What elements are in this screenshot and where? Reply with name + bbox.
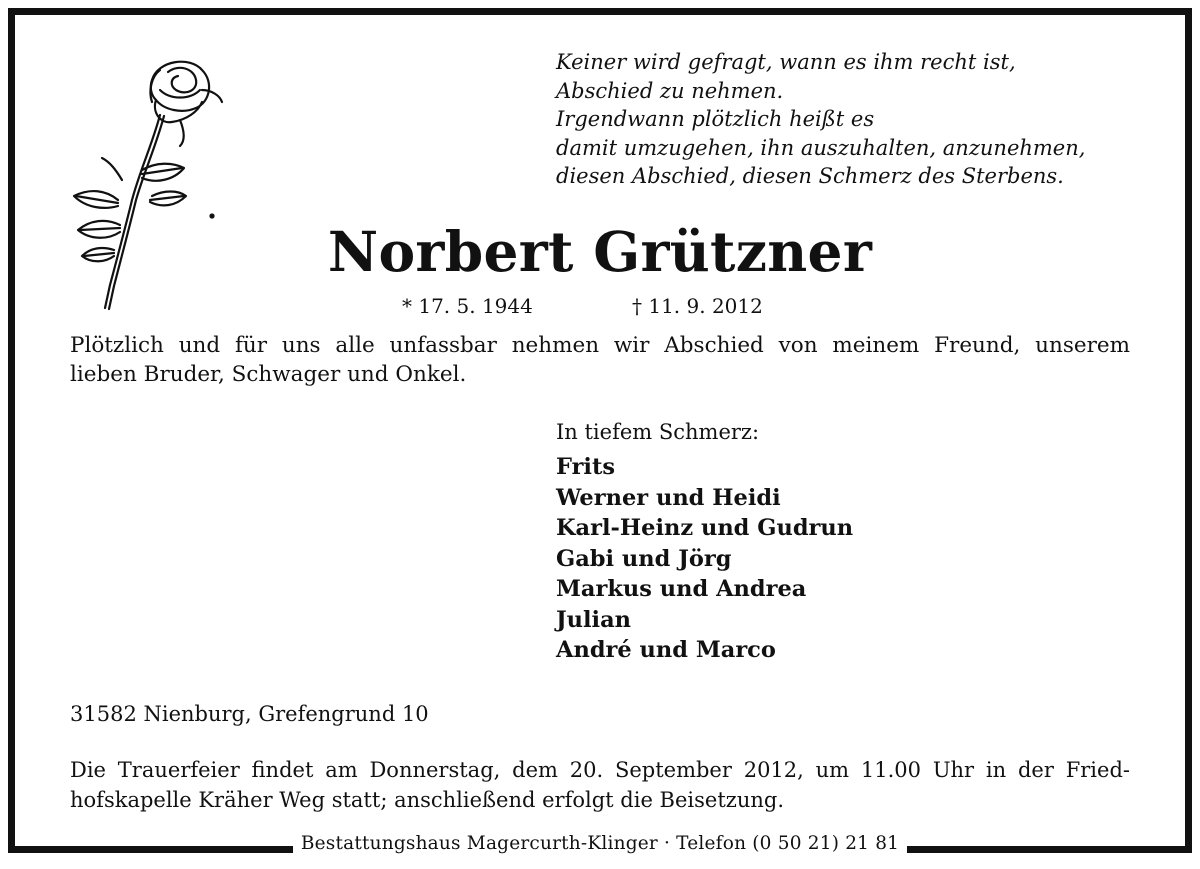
poem-line: damit umzugehen, ihn auszuhalten, anzunehmen, (556, 135, 1086, 160)
poem-line: Abschied zu nehmen. (556, 78, 784, 103)
mourner-name: Frits (556, 454, 616, 480)
intro-text (70, 331, 1130, 389)
deceased-name: Norbert Grützner (327, 219, 873, 284)
mourner-name: Markus und Andrea (556, 576, 807, 602)
poem-line: Irgendwann plötzlich heißt es (556, 107, 875, 131)
funeral-home-footer: Bestattungshaus Magercurth-Klinger · Telefon (0 50 21) 21 81 (293, 830, 907, 858)
mourner-name: Werner und Heidi (556, 484, 781, 511)
poem-line: Keiner wird gefragt, wann es ihm recht ist, (556, 50, 1016, 74)
mourner-name: Julian (556, 606, 632, 633)
intro-line: lieben Bruder, Schwager und Onkel. (70, 362, 467, 387)
poem-line: diesen Abschied, diesen Schmerz des Sterbens. (556, 164, 1064, 188)
poem-block (556, 48, 1156, 191)
mourner-name: Karl-Heinz und Gudrun (556, 515, 854, 541)
mourners-label: In tiefem Schmerz: (556, 420, 760, 444)
address: 31582 Nienburg, Grefengrund 10 (70, 702, 429, 726)
mourner-name: Gabi und Jörg (556, 545, 732, 572)
ceremony-line: hofskapelle Kräher Weg statt; anschließend erfolgt die Beisetzung. (70, 788, 784, 812)
ceremony-line: Die Trauerfeier findet am Donnerstag, dem 20. September 2012, um 11.00 Uhr in der Fried- (70, 758, 1130, 782)
footer-bar (0, 830, 1200, 858)
mourner-name: André und Marco (556, 637, 776, 663)
intro-line: Plötzlich und für uns alle unfassbar nehmen wir Abschied von meinem Freund, unserem (70, 333, 1130, 358)
ceremony-text (70, 755, 1130, 815)
death-date: † 11. 9. 2012 (632, 294, 763, 318)
birth-date: * 17. 5. 1944 (402, 294, 533, 318)
mourners-list (556, 452, 853, 666)
